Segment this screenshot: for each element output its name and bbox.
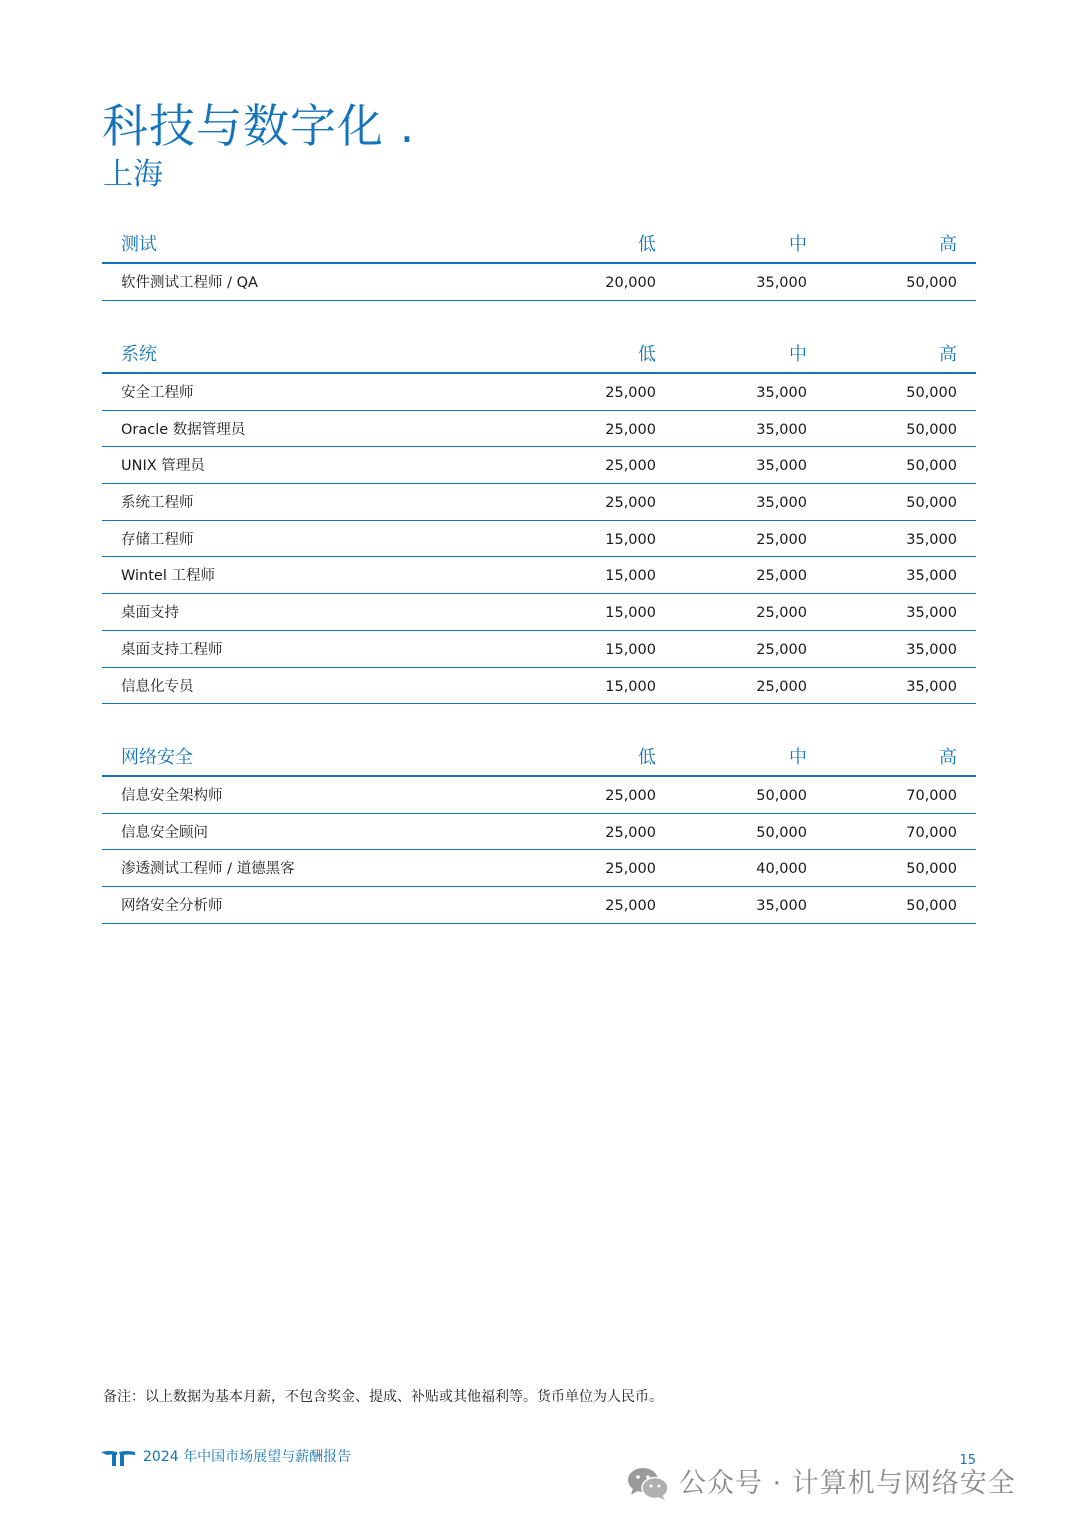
page-number: 15 xyxy=(959,1453,976,1468)
table-row xyxy=(102,777,976,814)
salary-low: 25,000 xyxy=(605,458,656,475)
role-name: UNIX 管理员 xyxy=(121,458,205,475)
role-name: Oracle 数据管理员 xyxy=(121,421,246,438)
column-low-label: 低 xyxy=(638,344,656,365)
salary-low: 25,000 xyxy=(605,861,656,878)
table-row xyxy=(102,484,976,521)
salary-high: 35,000 xyxy=(906,568,957,585)
salary-high: 70,000 xyxy=(906,824,957,841)
salary-mid: 35,000 xyxy=(756,421,807,438)
salary-low: 15,000 xyxy=(605,678,656,695)
salary-mid: 35,000 xyxy=(756,385,807,401)
role-name: 信息安全顾问 xyxy=(121,824,208,841)
table-row xyxy=(102,887,976,924)
salary-table-cybersecurity xyxy=(102,741,976,924)
salary-mid: 35,000 xyxy=(756,275,807,291)
salary-low: 25,000 xyxy=(605,824,656,841)
salary-mid: 50,000 xyxy=(756,788,807,804)
column-high-label: 高 xyxy=(939,344,957,365)
table-row xyxy=(102,814,976,851)
role-name: 渗透测试工程师 / 道德黑客 xyxy=(121,861,295,878)
role-name: Wintel 工程师 xyxy=(121,568,215,585)
salary-high: 50,000 xyxy=(906,421,957,438)
salary-high: 50,000 xyxy=(906,861,957,878)
table-row xyxy=(102,594,976,631)
table-row xyxy=(102,411,976,448)
salary-high: 70,000 xyxy=(906,788,957,804)
salary-high: 35,000 xyxy=(906,605,957,622)
role-name: 系统工程师 xyxy=(121,495,194,512)
report-title-footer: 2024 年中国市场展望与薪酬报告 xyxy=(143,1449,352,1465)
salary-mid: 35,000 xyxy=(756,495,807,512)
salary-high: 35,000 xyxy=(906,531,957,548)
role-name: 信息安全架构师 xyxy=(121,788,223,804)
table-row xyxy=(102,447,976,484)
salary-low: 25,000 xyxy=(605,788,656,804)
salary-low: 20,000 xyxy=(605,275,656,291)
salary-mid: 35,000 xyxy=(756,458,807,475)
role-name: 存储工程师 xyxy=(121,531,194,548)
salary-high: 50,000 xyxy=(906,275,957,291)
role-name: 桌面支持工程师 xyxy=(121,641,223,658)
salary-high: 50,000 xyxy=(906,898,957,915)
salary-mid: 40,000 xyxy=(756,861,807,878)
salary-high: 50,000 xyxy=(906,495,957,512)
salary-high: 35,000 xyxy=(906,678,957,695)
section-title: 测试 xyxy=(121,234,157,255)
salary-low: 25,000 xyxy=(605,495,656,512)
salary-high: 50,000 xyxy=(906,385,957,401)
table-row xyxy=(102,850,976,887)
salary-low: 25,000 xyxy=(605,421,656,438)
column-low-label: 低 xyxy=(638,747,656,768)
salary-low: 15,000 xyxy=(605,568,656,585)
table-row xyxy=(102,557,976,594)
salary-low: 15,000 xyxy=(605,605,656,622)
watermark-text: 公众号 · 计算机与网络安全 xyxy=(679,1468,1016,1499)
role-name: 安全工程师 xyxy=(121,385,194,401)
column-high-label: 高 xyxy=(939,747,957,768)
salary-mid: 35,000 xyxy=(756,898,807,915)
page-subtitle-city: 上海 xyxy=(103,157,163,192)
column-high-label: 高 xyxy=(939,234,957,255)
section-title: 系统 xyxy=(121,344,157,365)
salary-low: 25,000 xyxy=(605,385,656,401)
salary-low: 15,000 xyxy=(605,531,656,548)
role-name: 信息化专员 xyxy=(121,678,194,695)
salary-high: 50,000 xyxy=(906,458,957,475)
table-header xyxy=(102,338,976,374)
salary-mid: 25,000 xyxy=(756,605,807,622)
column-mid-label: 中 xyxy=(789,344,807,365)
salary-low: 25,000 xyxy=(605,898,656,915)
watermark xyxy=(627,1462,1016,1506)
table-row xyxy=(102,668,976,705)
salary-low: 15,000 xyxy=(605,641,656,658)
column-mid-label: 中 xyxy=(789,234,807,255)
salary-mid: 25,000 xyxy=(756,531,807,548)
table-row xyxy=(102,264,976,301)
footnote: 备注：以上数据为基本月薪，不包含奖金、提成、补贴或其他福利等。货币单位为人民币。 xyxy=(103,1389,663,1405)
table-row xyxy=(102,631,976,668)
salary-mid: 25,000 xyxy=(756,568,807,585)
table-header xyxy=(102,228,976,264)
salary-table-testing xyxy=(102,228,976,301)
column-low-label: 低 xyxy=(638,234,656,255)
salary-mid: 25,000 xyxy=(756,678,807,695)
salary-high: 35,000 xyxy=(906,641,957,658)
wechat-icon xyxy=(627,1466,669,1502)
company-logo-icon xyxy=(101,1449,135,1467)
table-row xyxy=(102,521,976,558)
role-name: 软件测试工程师 / QA xyxy=(121,275,258,291)
page-title: 科技与数字化 . xyxy=(102,99,416,153)
salary-table-systems xyxy=(102,338,976,704)
salary-mid: 25,000 xyxy=(756,641,807,658)
column-mid-label: 中 xyxy=(789,747,807,768)
section-title: 网络安全 xyxy=(121,747,193,768)
table-row xyxy=(102,374,976,411)
salary-mid: 50,000 xyxy=(756,824,807,841)
table-header xyxy=(102,741,976,777)
role-name: 网络安全分析师 xyxy=(121,898,223,915)
role-name: 桌面支持 xyxy=(121,605,179,622)
